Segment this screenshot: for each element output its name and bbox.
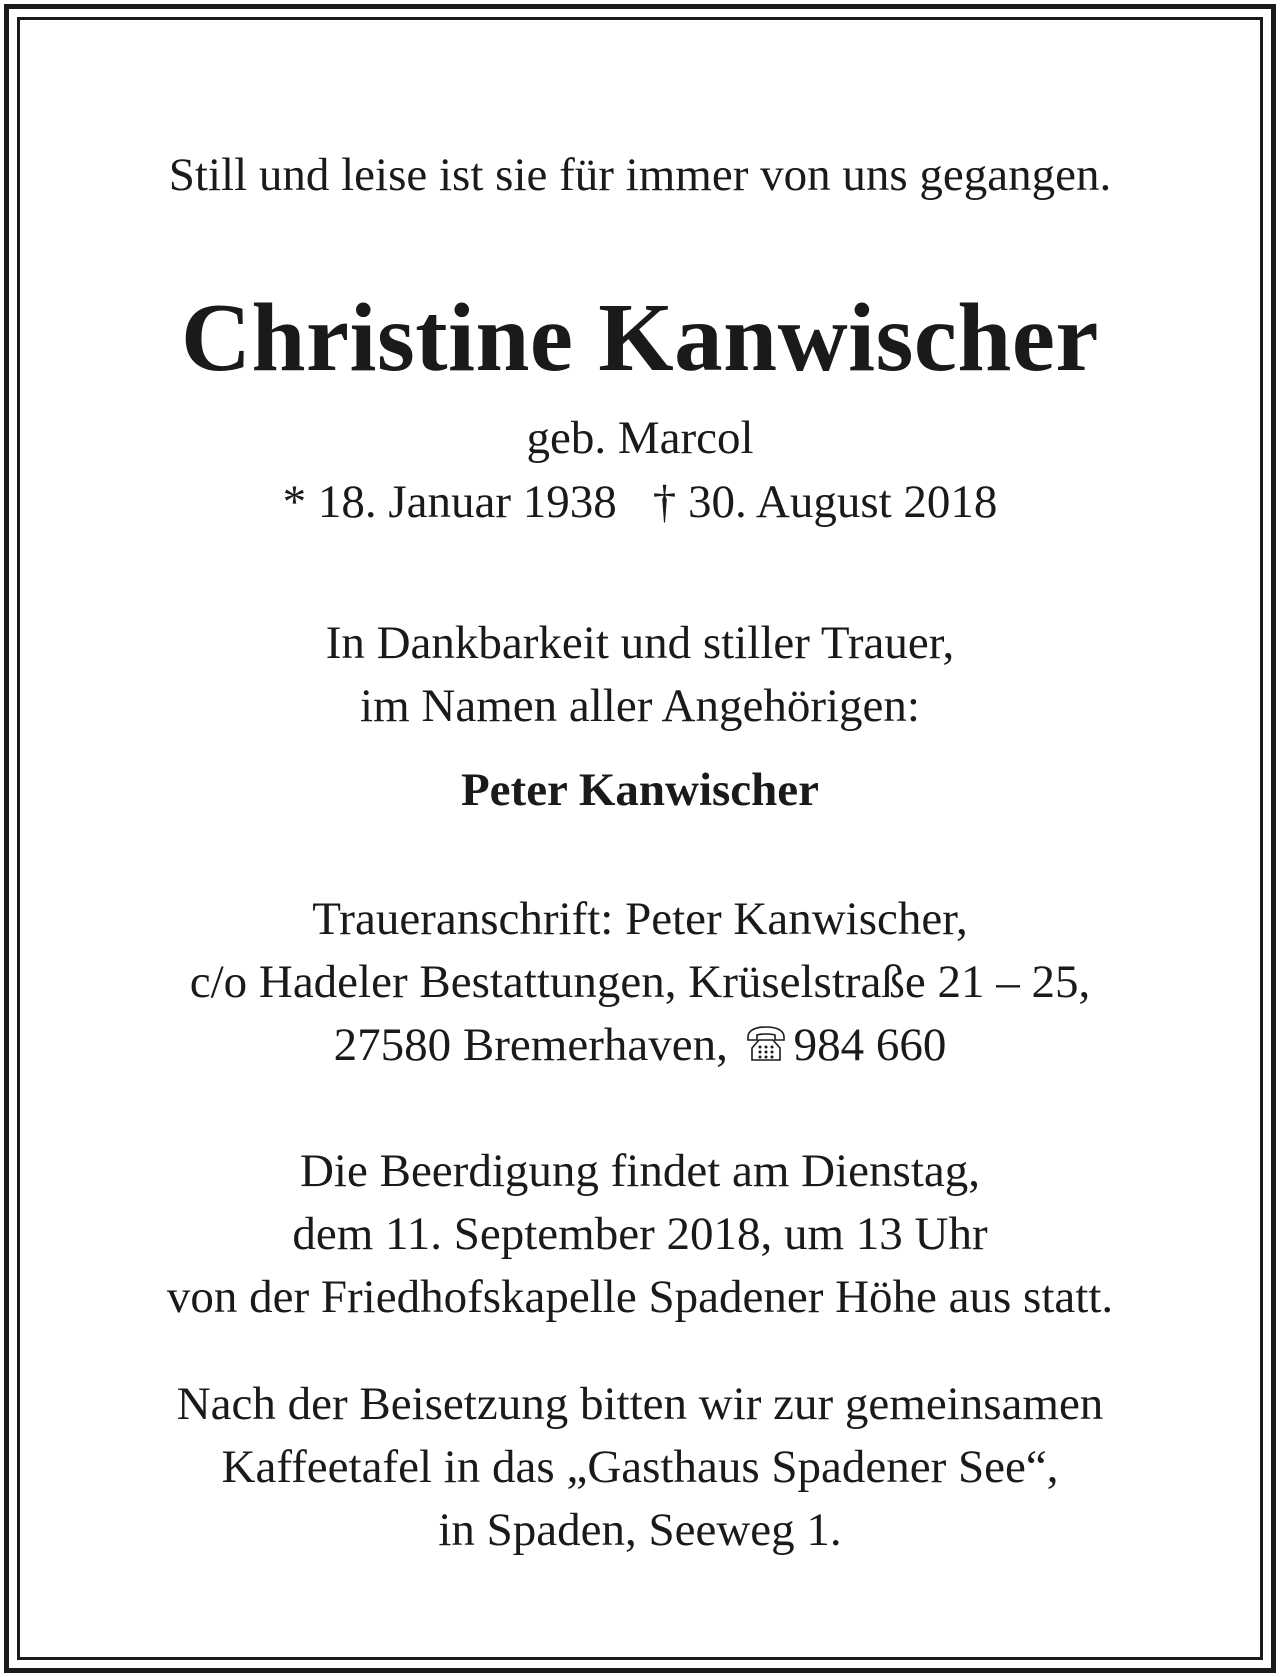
funeral-line: dem 11. September 2018, um 13 Uhr — [292, 1208, 988, 1260]
maiden-name — [20, 408, 1260, 468]
thanks-line: im Namen aller Angehörigen: — [360, 680, 920, 732]
birth-date: * 18. Januar 1938 — [282, 476, 617, 528]
mourner-name — [20, 760, 1260, 820]
deceased-name-text: Christine Kanwischer — [180, 284, 1099, 391]
reception-line: in Spaden, Seeweg 1. — [438, 1504, 842, 1556]
mourner-name-text: Peter Kanwischer — [460, 764, 820, 816]
telephone-icon — [744, 1024, 788, 1064]
thanks-block — [20, 612, 1260, 738]
funeral-line: von der Friedhofskapelle Spadener Höhe aus statt. — [166, 1271, 1114, 1323]
death-date: † 30. August 2018 — [652, 476, 998, 528]
intro-line: Still und leise ist sie für immer von uns gegangen. — [168, 149, 1112, 201]
maiden-name-text: geb. Marcol — [526, 412, 754, 464]
phone-number: 984 660 — [793, 1019, 947, 1071]
life-dates — [20, 472, 1260, 532]
thanks-line: In Dankbarkeit und stiller Trauer, — [325, 617, 955, 669]
life-dates-line — [20, 472, 1260, 532]
reception-line: Kaffeetafel in das „Gasthaus Spadener See“, — [221, 1441, 1059, 1493]
mourning-address — [20, 888, 1260, 1077]
address-line: Traueranschrift: Peter Kanwischer, — [312, 893, 968, 945]
address-line: c/o Hadeler Bestattungen, Krüselstraße 21 – 25, — [189, 956, 1091, 1008]
reception-info — [20, 1373, 1260, 1562]
address-city: 27580 Bremerhaven, — [333, 1019, 728, 1071]
address-line-phone — [20, 1014, 1260, 1077]
funeral-line: Die Beerdigung findet am Dienstag, — [299, 1145, 980, 1197]
funeral-info — [20, 1140, 1260, 1329]
deceased-name — [20, 283, 1260, 393]
intro-text — [20, 145, 1260, 205]
reception-line: Nach der Beisetzung bitten wir zur gemeinsamen — [176, 1378, 1104, 1430]
